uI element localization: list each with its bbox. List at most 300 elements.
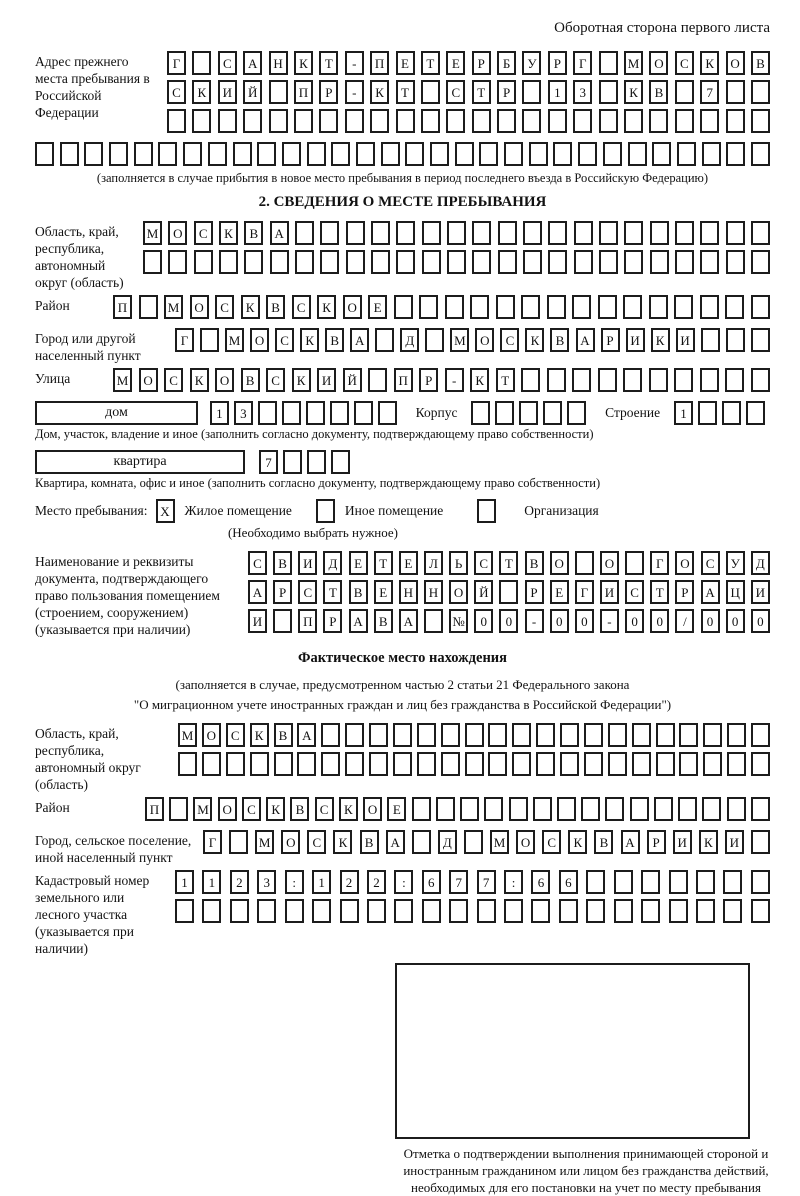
char-cell <box>488 723 507 747</box>
char-cell: О <box>475 328 494 352</box>
char-cell: Р <box>419 368 438 392</box>
char-cell: С <box>226 723 245 747</box>
char-cell: Б <box>497 51 516 75</box>
char-cell <box>340 899 359 923</box>
char-cell: И <box>751 580 770 604</box>
district-label: Район <box>35 298 70 313</box>
char-cell: 2 <box>367 870 386 894</box>
char-cell <box>679 752 698 776</box>
char-cell: С <box>298 580 317 604</box>
char-cell <box>632 723 651 747</box>
char-cell <box>649 295 668 319</box>
char-cell <box>512 723 531 747</box>
char-cell <box>656 752 675 776</box>
char-cell: Е <box>446 51 465 75</box>
char-cell <box>698 401 717 425</box>
char-cell <box>628 142 647 166</box>
char-cell <box>608 723 627 747</box>
char-cell <box>460 797 479 821</box>
char-cell <box>134 142 153 166</box>
char-cell: С <box>500 328 519 352</box>
char-cell <box>369 723 388 747</box>
char-cell: Т <box>323 580 342 604</box>
char-cell: Г <box>650 551 669 575</box>
char-cell <box>421 109 440 133</box>
char-cell: К <box>700 51 719 75</box>
char-cell <box>726 142 745 166</box>
char-cell: И <box>317 368 336 392</box>
char-cell <box>559 899 578 923</box>
char-cell: С <box>292 295 311 319</box>
char-cell: С <box>307 830 326 854</box>
char-cell <box>35 142 54 166</box>
char-cell <box>533 797 552 821</box>
char-cell <box>257 899 276 923</box>
char-cell <box>700 250 719 274</box>
house-note: Дом, участок, владение и иное (заполнить согласно документу, подтверждающему право собственности) <box>35 427 594 441</box>
char-cell <box>175 899 194 923</box>
char-cell <box>726 109 745 133</box>
char-cell <box>751 752 770 776</box>
char-cell <box>346 250 365 274</box>
char-cell: С <box>542 830 561 854</box>
char-cell: Н <box>424 580 443 604</box>
char-cell <box>285 899 304 923</box>
char-cell: К <box>250 723 269 747</box>
char-cell <box>465 723 484 747</box>
char-cell <box>297 752 316 776</box>
char-cell: М <box>624 51 643 75</box>
char-cell: В <box>266 295 285 319</box>
char-cell <box>586 870 605 894</box>
char-cell <box>472 109 491 133</box>
char-cell: К <box>370 80 389 104</box>
apartment-row <box>35 450 770 474</box>
char-cell: 1 <box>548 80 567 104</box>
char-cell <box>417 752 436 776</box>
char-cell <box>509 797 528 821</box>
char-cell: 0 <box>751 609 770 633</box>
char-cell <box>751 295 770 319</box>
char-cell: К <box>651 328 670 352</box>
char-cell <box>548 109 567 133</box>
char-cell <box>472 250 491 274</box>
char-cell <box>519 401 538 425</box>
char-cell <box>370 109 389 133</box>
char-cell: О <box>675 551 694 575</box>
char-cell <box>669 870 688 894</box>
char-cell <box>654 797 673 821</box>
char-cell <box>574 250 593 274</box>
char-cell <box>751 250 770 274</box>
char-cell <box>139 295 158 319</box>
char-cell <box>746 401 765 425</box>
char-cell <box>605 797 624 821</box>
char-cell <box>167 109 186 133</box>
char-cell <box>751 328 770 352</box>
char-cell: 7 <box>700 80 719 104</box>
char-cell <box>703 723 722 747</box>
char-cell: П <box>394 368 413 392</box>
char-cell <box>722 401 741 425</box>
char-cell <box>624 109 643 133</box>
char-cell: К <box>470 368 489 392</box>
char-cell <box>522 80 541 104</box>
document-row-3 <box>248 609 770 633</box>
char-cell: О <box>726 51 745 75</box>
char-cell: М <box>225 328 244 352</box>
char-cell <box>725 295 744 319</box>
char-cell: Т <box>496 368 515 392</box>
char-cell: Д <box>400 328 419 352</box>
char-cell <box>499 580 518 604</box>
house-row <box>35 401 770 425</box>
char-cell: 0 <box>625 609 644 633</box>
char-cell <box>548 250 567 274</box>
char-cell: Р <box>647 830 666 854</box>
char-cell <box>405 142 424 166</box>
char-cell <box>312 899 331 923</box>
char-cell: Р <box>675 580 694 604</box>
char-cell: О <box>202 723 221 747</box>
char-cell <box>393 752 412 776</box>
char-cell: Г <box>573 51 592 75</box>
char-cell: 7 <box>449 870 468 894</box>
char-cell <box>599 109 618 133</box>
city-field <box>35 328 770 364</box>
char-cell <box>412 830 431 854</box>
char-cell <box>168 250 187 274</box>
char-cell <box>641 870 660 894</box>
char-cell: Г <box>175 328 194 352</box>
char-cell: С <box>248 551 267 575</box>
char-cell <box>422 221 441 245</box>
char-cell <box>330 401 349 425</box>
char-cell: К <box>624 80 643 104</box>
fact-region-row-1 <box>178 723 770 747</box>
char-cell: Р <box>472 51 491 75</box>
char-cell: К <box>300 328 319 352</box>
char-cell: 6 <box>531 870 550 894</box>
char-cell: К <box>219 221 238 245</box>
char-cell: - <box>600 609 619 633</box>
char-cell: 1 <box>674 401 693 425</box>
char-cell <box>578 142 597 166</box>
char-cell <box>624 250 643 274</box>
char-cell <box>572 368 591 392</box>
char-cell <box>436 797 455 821</box>
char-cell: К <box>339 797 358 821</box>
char-cell: А <box>386 830 405 854</box>
char-cell <box>169 797 188 821</box>
char-cell: М <box>193 797 212 821</box>
char-cell <box>751 368 770 392</box>
char-cell <box>396 250 415 274</box>
char-cell: А <box>243 51 262 75</box>
char-cell: Т <box>396 80 415 104</box>
char-cell <box>650 250 669 274</box>
char-cell: М <box>255 830 274 854</box>
char-cell <box>498 250 517 274</box>
char-cell <box>319 109 338 133</box>
char-cell: 0 <box>499 609 518 633</box>
char-cell <box>623 295 642 319</box>
char-cell: 3 <box>257 870 276 894</box>
char-cell <box>356 142 375 166</box>
char-cell: В <box>290 797 309 821</box>
char-cell: Н <box>269 51 288 75</box>
char-cell: С <box>701 551 720 575</box>
cadastre-label: Кадастровый номер земельного или лесного участка (указывается при наличии) <box>35 873 150 956</box>
stay-type-label: Место пребывания: <box>35 503 148 518</box>
char-cell: Г <box>203 830 222 854</box>
char-cell <box>726 80 745 104</box>
char-cell <box>465 752 484 776</box>
char-cell <box>523 221 542 245</box>
char-cell <box>470 295 489 319</box>
char-cell <box>675 109 694 133</box>
char-cell <box>295 221 314 245</box>
char-cell: А <box>701 580 720 604</box>
char-cell <box>425 328 444 352</box>
char-cell: В <box>594 830 613 854</box>
char-cell <box>575 551 594 575</box>
char-cell: М <box>450 328 469 352</box>
char-cell <box>702 142 721 166</box>
char-cell <box>649 109 668 133</box>
char-cell <box>632 752 651 776</box>
char-cell <box>751 80 770 104</box>
char-cell <box>674 295 693 319</box>
fact-region-label: Область, край, республика, автономный округ (область) <box>35 726 141 792</box>
stay-type-checkbox-residential: X <box>156 499 175 523</box>
char-cell <box>727 797 746 821</box>
char-cell: К <box>241 295 260 319</box>
char-cell <box>599 250 618 274</box>
apartment-type-box: квартира <box>35 450 245 474</box>
char-cell <box>702 797 721 821</box>
region-row-1 <box>143 221 770 245</box>
fact-district-field <box>35 797 770 826</box>
char-cell <box>257 142 276 166</box>
char-cell <box>283 450 302 474</box>
char-cell: Г <box>167 51 186 75</box>
char-cell: Д <box>751 551 770 575</box>
char-cell: В <box>349 580 368 604</box>
char-cell <box>464 830 483 854</box>
char-cell: Й <box>243 80 262 104</box>
stay-type-option-other: Иное помещение <box>344 503 444 518</box>
apartment-note: Квартира, комната, офис и иное (заполнить согласно документу, подтверждающему право собственности) <box>35 476 601 490</box>
street-row <box>113 368 770 392</box>
char-cell <box>226 752 245 776</box>
char-cell <box>584 723 603 747</box>
char-cell: К <box>292 368 311 392</box>
char-cell <box>230 899 249 923</box>
document-row-1 <box>248 551 770 575</box>
prev-address-rows <box>167 51 770 138</box>
char-cell <box>652 142 671 166</box>
fact-district-label: Район <box>35 800 70 815</box>
char-cell <box>447 221 466 245</box>
char-cell <box>219 250 238 274</box>
cadastre-row-1 <box>175 870 770 894</box>
char-cell <box>84 142 103 166</box>
char-cell <box>495 401 514 425</box>
char-cell <box>369 752 388 776</box>
char-cell <box>574 221 593 245</box>
char-cell <box>498 221 517 245</box>
char-cell: О <box>215 368 234 392</box>
char-cell: 0 <box>474 609 493 633</box>
prev-address-label: Адрес прежнего места пребывания в Российской Федерации <box>35 54 150 120</box>
actual-location-title: Фактическое место нахождения <box>298 650 507 666</box>
char-cell <box>669 899 688 923</box>
char-cell: : <box>504 870 523 894</box>
char-cell <box>208 142 227 166</box>
char-cell: В <box>751 51 770 75</box>
char-cell <box>521 368 540 392</box>
char-cell <box>229 830 248 854</box>
char-cell <box>441 752 460 776</box>
char-cell <box>678 797 697 821</box>
char-cell <box>700 368 719 392</box>
char-cell <box>679 723 698 747</box>
char-cell <box>430 142 449 166</box>
char-cell <box>675 80 694 104</box>
char-cell <box>751 142 770 166</box>
document-row-2 <box>248 580 770 604</box>
char-cell <box>143 250 162 274</box>
char-cell <box>282 401 301 425</box>
section2-title: 2. СВЕДЕНИЯ О МЕСТЕ ПРЕБЫВАНИЯ <box>258 194 547 210</box>
char-cell <box>703 752 722 776</box>
char-cell: К <box>525 328 544 352</box>
char-cell: Р <box>525 580 544 604</box>
char-cell <box>412 797 431 821</box>
char-cell: 3 <box>573 80 592 104</box>
char-cell <box>441 723 460 747</box>
char-cell <box>727 752 746 776</box>
char-cell: И <box>298 551 317 575</box>
stroenie-cells <box>674 401 770 425</box>
char-cell: У <box>522 51 541 75</box>
char-cell <box>547 368 566 392</box>
char-cell: С <box>218 51 237 75</box>
char-cell: Е <box>368 295 387 319</box>
char-cell <box>512 752 531 776</box>
char-cell: И <box>676 328 695 352</box>
char-cell <box>354 401 373 425</box>
char-cell: С <box>474 551 493 575</box>
stay-type-option-residential: Жилое помещение <box>184 503 292 518</box>
fact-district-row <box>145 797 770 821</box>
char-cell <box>726 250 745 274</box>
char-cell <box>572 295 591 319</box>
char-cell: Й <box>474 580 493 604</box>
char-cell <box>726 221 745 245</box>
char-cell: 1 <box>175 870 194 894</box>
char-cell <box>321 752 340 776</box>
char-cell: 3 <box>234 401 253 425</box>
char-cell: Ц <box>726 580 745 604</box>
char-cell <box>641 899 660 923</box>
char-cell: А <box>621 830 640 854</box>
document-label: Наименование и реквизиты документа, подтверждающего право пользования помещением (строением, сооружением) (указывается при наличии) <box>35 554 220 637</box>
char-cell <box>109 142 128 166</box>
char-cell: К <box>294 51 313 75</box>
prev-address-field <box>35 51 770 138</box>
char-cell <box>677 142 696 166</box>
char-cell <box>479 142 498 166</box>
char-cell <box>192 51 211 75</box>
district-row <box>113 295 770 319</box>
char-cell <box>547 295 566 319</box>
char-cell: С <box>315 797 334 821</box>
char-cell <box>751 723 770 747</box>
char-cell: Л <box>424 551 443 575</box>
char-cell: 0 <box>550 609 569 633</box>
char-cell <box>598 295 617 319</box>
char-cell <box>560 723 579 747</box>
char-cell <box>394 295 413 319</box>
char-cell <box>233 142 252 166</box>
char-cell: М <box>113 368 132 392</box>
char-cell <box>522 109 541 133</box>
char-cell <box>60 142 79 166</box>
char-cell <box>624 221 643 245</box>
char-cell: К <box>699 830 718 854</box>
char-cell <box>675 250 694 274</box>
confirmation-stamp-note: Отметка о подтверждении выполнения принимающей стороной и иностранным гражданином или лицом без гражданства действий, необходимых для его постановки на учет по месту пребывания <box>403 1146 769 1195</box>
char-cell: М <box>164 295 183 319</box>
char-cell <box>599 80 618 104</box>
fact-city-row <box>203 830 770 854</box>
char-cell: В <box>325 328 344 352</box>
char-cell <box>331 450 350 474</box>
char-cell: В <box>550 328 569 352</box>
cadastre-field <box>35 870 770 957</box>
apartment-cells <box>259 450 355 474</box>
char-cell <box>751 899 770 923</box>
char-cell: 6 <box>422 870 441 894</box>
char-cell: 7 <box>477 870 496 894</box>
char-cell: О <box>168 221 187 245</box>
stay-type-checkbox-other <box>316 499 335 523</box>
char-cell <box>218 109 237 133</box>
char-cell: К <box>190 368 209 392</box>
char-cell <box>484 797 503 821</box>
char-cell <box>531 899 550 923</box>
char-cell <box>381 142 400 166</box>
char-cell <box>320 221 339 245</box>
char-cell: Р <box>601 328 620 352</box>
char-cell: О <box>343 295 362 319</box>
char-cell: В <box>525 551 544 575</box>
char-cell <box>700 109 719 133</box>
char-cell: О <box>190 295 209 319</box>
char-cell <box>543 401 562 425</box>
char-cell <box>449 899 468 923</box>
char-cell: М <box>178 723 197 747</box>
char-cell: А <box>349 609 368 633</box>
char-cell <box>378 401 397 425</box>
char-cell: М <box>143 221 162 245</box>
char-cell: Т <box>650 580 669 604</box>
char-cell <box>306 401 325 425</box>
page-header-note: Оборотная сторона первого листа <box>554 20 770 36</box>
char-cell <box>371 221 390 245</box>
